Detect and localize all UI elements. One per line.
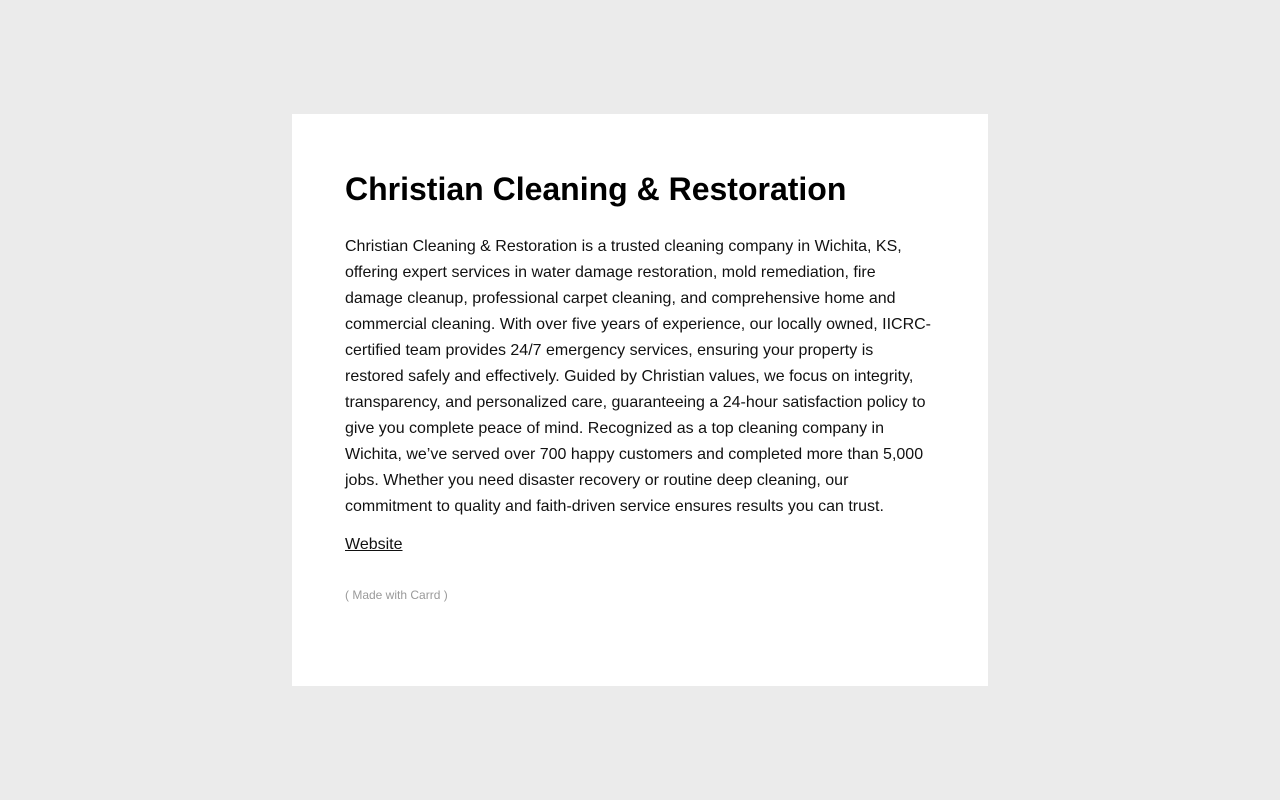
website-link-row: [345, 532, 935, 558]
company-description: Christian Cleaning & Restoration is a trusted cleaning company in Wichita, KS, offering expert services in water damage restoration, mold remediation, fire damage cleanup, professional carpet cleaning, and comprehensive home and commercial cleaning. With over five years of experience, our locally owned, IICRC-certified team provides 24/7 emergency services, ensuring your property is restored safely and effectively. Guided by Christian values, we focus on integrity, transparency, and personalized care, guaranteeing a 24-hour satisfaction policy to give you complete peace of mind. Recognized as a top cleaning company in Wichita, we’ve served over 700 happy customers and completed more than 5,000 jobs. Whether you need disaster recovery or routine deep cleaning, our commitment to quality and faith-driven service ensures results you can trust.: [345, 238, 932, 516]
content-card: [292, 114, 988, 686]
page-title: Christian Cleaning & Restoration: [345, 171, 847, 207]
made-with-carrd-label[interactable]: ( Made with Carrd ): [345, 588, 448, 603]
website-link[interactable]: Website: [345, 536, 403, 554]
